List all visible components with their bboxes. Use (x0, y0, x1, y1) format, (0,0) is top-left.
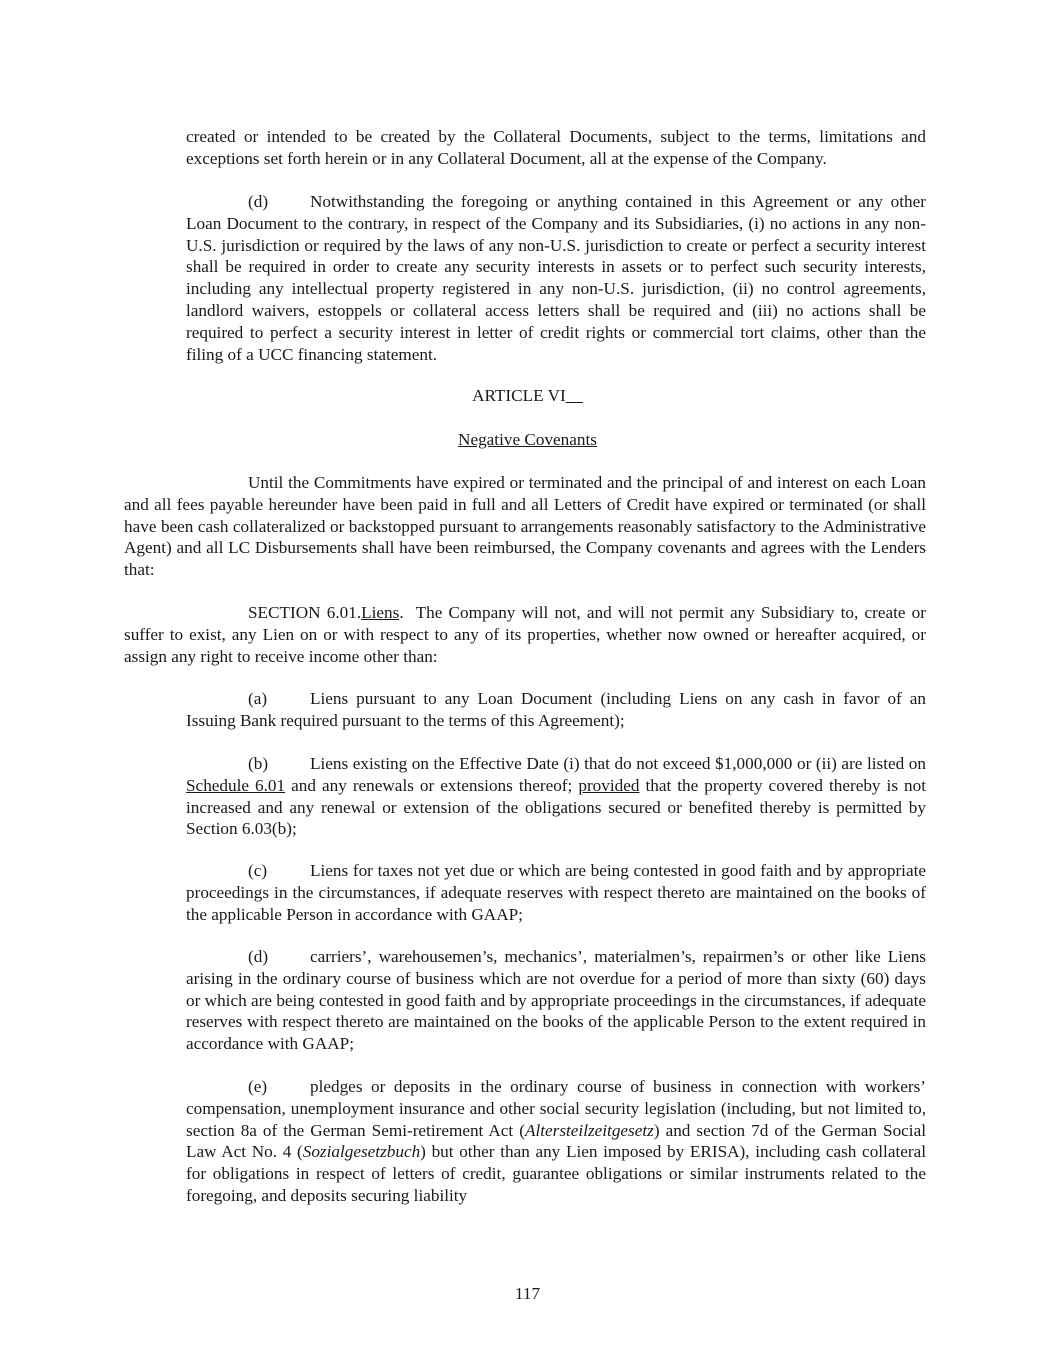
page-number-text: 117 (514, 1284, 541, 1303)
article-heading (0, 385, 1055, 407)
until-text: Until the Commitments have expired or terminated and the principal of and interest on each Loan and all fees payable hereunder have been paid in full and all Letters of Credit have expired or terminated (or shall have been cash collateralized or backstopped pursuant to arrangements reasonably satisfactory to the Administrative Agent) and all LC Disbursements shall have been reimbursed, the Company covenants and agrees with the Lenders that: (124, 473, 926, 580)
schedule-reference: Schedule 6.01 (186, 775, 286, 795)
item-label: (b) (248, 754, 269, 773)
item-text: pledges or deposits in the ordinary course of business in connection with workers’ compensation, unemployment insurance and other social security legislation (including, but not limited to, section 8a of the German Semi-retirement Act ( (186, 1077, 926, 1140)
paragraph-d-not-withstanding (186, 191, 926, 365)
list-item-d (186, 946, 926, 1055)
item-label: (a) (248, 689, 268, 708)
section-number: SECTION 6.01. (248, 603, 362, 622)
german-term: Altersteilzeitgesetz (524, 1120, 654, 1140)
section-title: Liens (361, 603, 400, 622)
article-heading-underline (566, 386, 583, 405)
article-title-text: Negative Covenants (458, 430, 597, 449)
german-term: Sozialgesetzbuch (302, 1142, 421, 1162)
item-label: (e) (248, 1077, 268, 1096)
section-6-01: SECTION 6.01.Liens. The Company will not, and will not permit any Subsidiary to, create or suffer to exist, any Lien on or with respect to any of its properties, whether now owned or hereafter acquired, or assign any right to receive income other than: (124, 603, 926, 666)
item-label: (c) (248, 861, 268, 880)
page-number (0, 1283, 1055, 1305)
paragraph-continuation (186, 126, 926, 170)
paragraph-until (124, 472, 926, 581)
list-item-e (186, 1076, 926, 1207)
list-item-c (186, 860, 926, 925)
continuation-text: created or intended to be created by the Collateral Documents, subject to the terms, limitations and exceptions set forth herein or in any Collateral Document, all at the expense of the Company. (186, 127, 926, 168)
item-text: ) but other than any Lien imposed by ERISA), including cash collateral for obligations in respect of letters of credit, guarantee obligations or similar instruments related to the foregoing, and deposits securing liability (186, 1142, 926, 1205)
section-text: The Company will not, and will not permit any Subsidiary to, create or suffer to exist, any Lien on or with respect to any of its properties, whether now owned or hereafter acquired, or assign any right to receive income other than: (124, 603, 926, 666)
provided-term: provided (578, 775, 640, 795)
item-text: Liens for taxes not yet due or which are being contested in good faith and by appropriate proceedings in the circumstances, if adequate reserves with respect thereto are maintained on the books of the applicable Person in accordance with GAAP; (186, 861, 926, 924)
article-title (0, 429, 1055, 451)
list-item-a (186, 688, 926, 732)
paragraph-text: Notwithstanding the foregoing or anything contained in this Agreement or any other Loan Document to the contrary, in respect of the Company and its Subsidiaries, (i) no actions in any non-U.S. jurisdiction or required by the laws of any non-U.S. jurisdiction to create or perfect a security interest shall be required in order to create any security interests in assets or to perfect such security interests, including any intellectual property registered in any non-U.S. jurisdiction, (ii) no control agreements, landlord waivers, estoppels or collateral access letters shall be required and (iii) no actions shall be required to perfect a security interest in letter of credit rights or commercial tort claims, other than the filing of a UCC financing statement. (186, 192, 926, 364)
item-text: Liens pursuant to any Loan Document (including Liens on any cash in favor of an Issuing Bank required pursuant to the terms of this Agreement); (186, 689, 926, 730)
paragraph-label: (d) (248, 192, 269, 211)
item-text: ) and section 7d of the German Social Law Act No. 4 ( (186, 1120, 926, 1162)
item-label: (d) (248, 947, 269, 966)
list-item-b (186, 753, 926, 840)
item-text: that the property covered thereby is not increased and any renewal or extension of the obligations secured or benefited thereby is permitted by Section 6.03(b); (186, 775, 926, 839)
item-text: carriers’, warehousemen’s, mechanics’, materialmen’s, repairmen’s or other like Liens arising in the ordinary course of business which are not overdue for a period of more than sixty (60) days or which are being contested in good faith and by appropriate proceedings in the circumstances, if adequate reserves with respect thereto are maintained on the books of the applicable Person to the extent required in accordance with GAAP; (186, 947, 926, 1054)
item-text: and any renewals or extensions thereof; (291, 775, 573, 795)
item-text: Liens existing on the Effective Date (i) that do not exceed $1,000,000 or (ii) are listed on (310, 754, 926, 773)
article-heading-text: ARTICLE VI (472, 386, 566, 405)
